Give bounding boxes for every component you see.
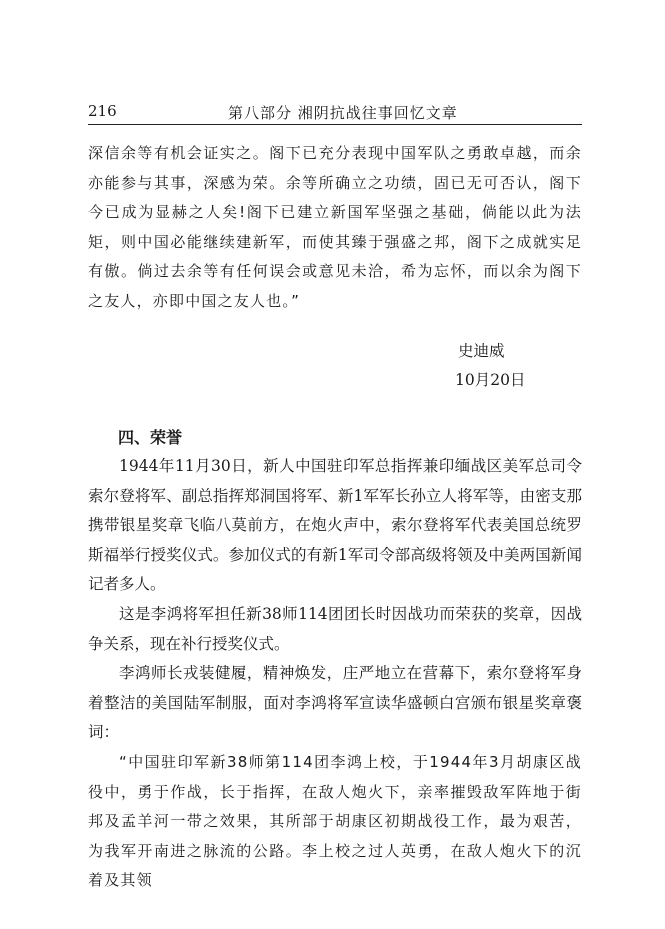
letter-signature: 史迪威 (458, 342, 505, 360)
body-paragraph: 这是李鸿将军担任新38师114团团长时因战功而荣获的奖章，因战争关系，现在补行授奖仪式。 (88, 605, 582, 653)
running-title: 第八部分 湘阴抗战往事回忆文章 (228, 104, 458, 122)
body-paragraph: 1944年11月30日，新人中国驻印军总指挥兼印缅战区美军总司令索尔登将军、副总指挥郑洞国将军、新1军军长孙立人将军等，由密支那携带银星奖章飞临八莫前方，在炮火声中，索尔登将军代表美国总统罗斯福举行授奖仪式。参加仪式的有新1军司令部高级将领及中美两国新闻记者多人。 (88, 457, 582, 593)
page-number: 216 (88, 102, 117, 120)
letter-body: 深信余等有机会证实之。阁下已充分表现中国军队之勇敢卓越，而余亦能参与其事，深感为荣。余等所确立之功绩，固已无可否认，阁下今已成为显赫之人矣!阁下已建立新国军坚强之基础，倘能以此为法矩，则中国必能继续建新军，而使其臻于强盛之邦，阁下之成就实足有傲。倘过去余等有任何误会或意见未洽，希为忘怀，而以余为阁下之友人，亦即中国之友人也。” (88, 144, 582, 310)
letter-date: 10月20日 (455, 371, 526, 389)
running-header (88, 102, 582, 125)
citation-paragraph: “中国驻印军新38师第114团李鸿上校，于1944年3月胡康区战役中，勇于作战，长于指挥，在敌人炮火下，亲率摧毁敌军阵地于街邦及孟羊河一带之效果，其所部于胡康区初期战役工作，最为艰苦，为我军开南进之脉流的公路。李上校之过人英勇，在敌人炮火下的沉着及其领 (88, 753, 582, 889)
section-heading: 四、荣誉 (118, 428, 183, 447)
body-paragraph: 李鸿师长戎装健履，精神焕发，庄严地立在营幕下，索尔登将军身着整洁的美国陆军制服，面对李鸿将军宣读华盛顿白宫颁布银星奖章褒词： (88, 664, 582, 741)
